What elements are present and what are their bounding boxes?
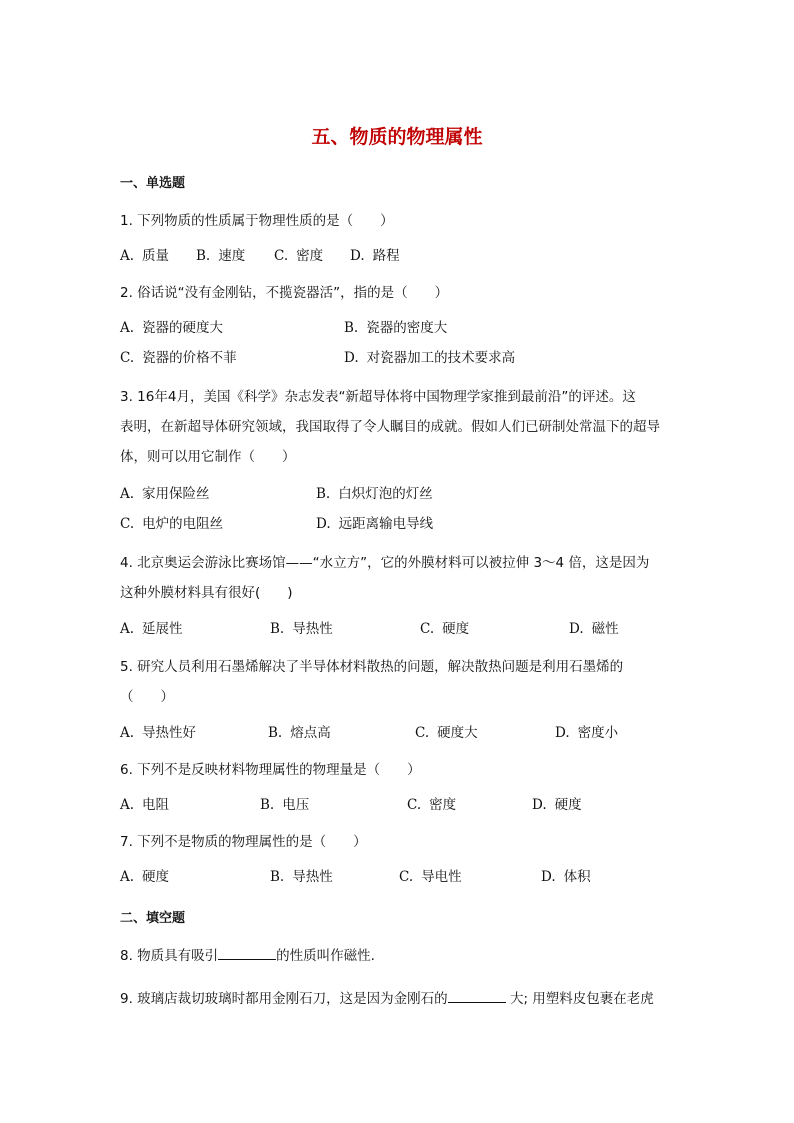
option-b: B. 电压 bbox=[260, 797, 310, 813]
option-b: B. 白炽灯泡的灯丝 bbox=[316, 486, 433, 502]
option-b: B. 导热性 bbox=[270, 621, 333, 637]
option-a: A. 延展性 bbox=[120, 621, 183, 637]
question-8 bbox=[120, 941, 680, 971]
option-b: B. 熔点高 bbox=[268, 725, 331, 741]
option-c: C. 瓷器的价格不菲 bbox=[120, 350, 237, 366]
question-3-line-2: 表明，在新超导体研究领域，我国取得了令人瞩目的成就。假如人们已研制处常温下的超导 bbox=[120, 419, 660, 435]
question-2-options-row-2 bbox=[120, 346, 680, 368]
answer-blank[interactable] bbox=[448, 988, 506, 1003]
option-a: A. 硬度 bbox=[120, 869, 170, 885]
question-3-line-3: 体，则可以用它制作（ ） bbox=[120, 449, 296, 465]
question-5-stem bbox=[120, 652, 680, 712]
question-1-options bbox=[120, 244, 680, 266]
question-4-stem bbox=[120, 548, 680, 608]
answer-blank[interactable] bbox=[218, 945, 276, 960]
option-b: B. 瓷器的密度大 bbox=[344, 320, 448, 336]
question-3-options-row-2 bbox=[120, 512, 680, 534]
question-5-line-2: （ ） bbox=[120, 689, 174, 705]
option-b: B. 速度 bbox=[196, 248, 246, 264]
option-c: C. 电炉的电阻丝 bbox=[120, 516, 224, 532]
option-d: D. 远距离输电导线 bbox=[316, 516, 434, 532]
question-9-text-before: 9. 玻璃店裁切玻璃时都用金刚石刀，这是因为金刚石的 bbox=[120, 991, 448, 1007]
question-6-options bbox=[120, 793, 680, 815]
question-5-line-1: 5. 研究人员利用石墨烯解决了半导体材料散热的问题，解决散热问题是利用石墨烯的 bbox=[120, 659, 624, 675]
section-heading-fill-blank: 二、填空题 bbox=[120, 911, 186, 926]
option-d: D. 体积 bbox=[541, 869, 591, 885]
option-d: D. 路程 bbox=[350, 248, 400, 264]
page-title: 五、物质的物理属性 bbox=[311, 126, 483, 148]
question-4-options bbox=[120, 617, 680, 639]
question-6-stem: 6. 下列不是反映材料物理属性的物理量是（ ） bbox=[120, 762, 421, 778]
option-b: B. 导热性 bbox=[270, 869, 333, 885]
option-c: C. 密度 bbox=[407, 797, 457, 813]
option-c: C. 导电性 bbox=[399, 869, 462, 885]
question-4-line-2: 这种外膜材料具有很好( ) bbox=[120, 585, 293, 601]
question-7-stem: 7. 下列不是物质的物理属性的是（ ） bbox=[120, 834, 367, 850]
question-8-text-after: 的性质叫作磁性. bbox=[276, 948, 375, 964]
question-3-stem bbox=[120, 382, 680, 472]
question-7-options bbox=[120, 865, 680, 887]
option-c: C. 硬度 bbox=[420, 621, 470, 637]
option-a: A. 电阻 bbox=[120, 797, 170, 813]
option-d: D. 密度小 bbox=[555, 725, 619, 741]
question-4-line-1: 4. 北京奥运会游泳比赛场馆——“水立方”，它的外膜材料可以被拉伸 3～4 倍，这是因为 bbox=[120, 555, 650, 571]
option-c: C. 密度 bbox=[274, 248, 324, 264]
question-2-options-row-1 bbox=[120, 316, 680, 338]
question-2-stem: 2. 俗话说“没有金刚钻，不揽瓷器活”，指的是（ ） bbox=[120, 285, 449, 301]
section-heading-single-choice: 一、单选题 bbox=[120, 176, 186, 191]
question-1-stem: 1. 下列物质的性质属于物理性质的是（ ） bbox=[120, 213, 394, 229]
question-8-text-before: 8. 物质具有吸引 bbox=[120, 948, 219, 964]
option-c: C. 硬度大 bbox=[415, 725, 478, 741]
option-d: D. 磁性 bbox=[569, 621, 619, 637]
option-a: A. 家用保险丝 bbox=[120, 486, 210, 502]
question-3-options-row-1 bbox=[120, 482, 680, 504]
option-a: A. 质量 bbox=[120, 248, 170, 264]
option-d: D. 硬度 bbox=[532, 797, 582, 813]
option-a: A. 导热性好 bbox=[120, 725, 197, 741]
option-d: D. 对瓷器加工的技术要求高 bbox=[344, 350, 516, 366]
question-3-line-1: 3. 16年4月，美国《科学》杂志发表“新超导体将中国物理学家推到最前沿”的评述。这 bbox=[120, 389, 636, 405]
option-a: A. 瓷器的硬度大 bbox=[120, 320, 224, 336]
question-9-text-after: 大; 用塑料皮包裹在老虎 bbox=[505, 991, 654, 1007]
question-9 bbox=[120, 984, 680, 1014]
question-5-options bbox=[120, 721, 680, 743]
